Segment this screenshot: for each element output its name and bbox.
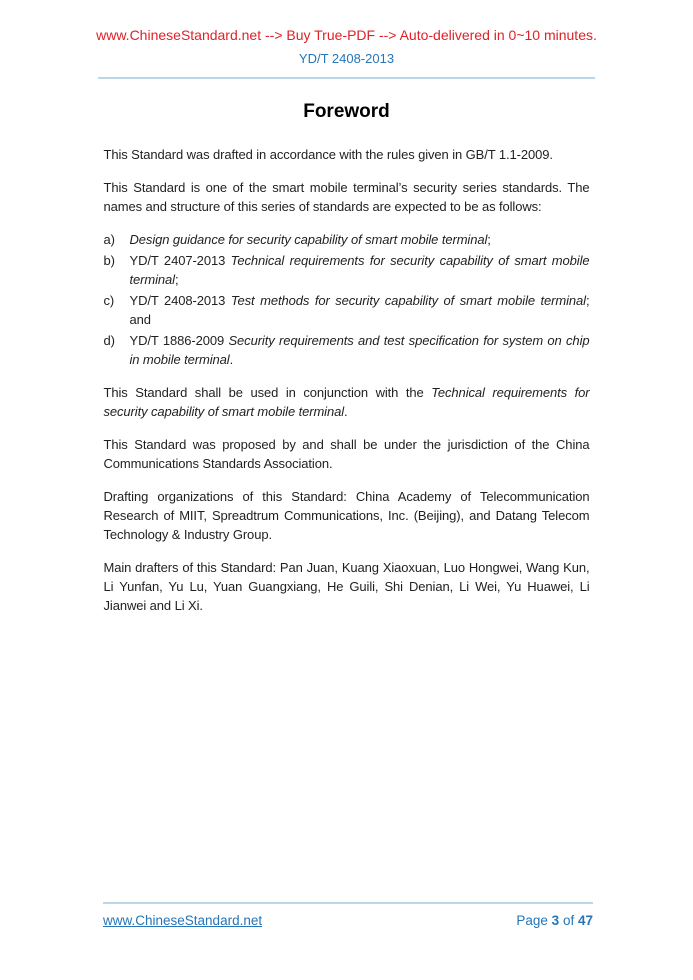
conjunction-italic: Technical requirements for security capability of smart mobile terminal: [103, 385, 590, 419]
document-body: [104, 102, 590, 615]
paragraph-drafting-orgs: Drafting organizations of this Standard: China Academy of Telecommunication Research of MIIT, Spreadtrum Communications, Inc. (Beijing), and Datang Telecom Technology & Industry Group.: [103, 489, 590, 542]
list-marker: d): [103, 333, 115, 348]
list-text-italic: Design guidance for security capability of smart mobile terminal: [129, 232, 488, 247]
list-marker: b): [103, 253, 115, 268]
list-text-italic: Security requirements and test specification for system on chip in mobile terminal: [129, 333, 590, 367]
paragraph-drafted: This Standard was drafted in accordance with the rules given in GB/T 1.1-2009.: [103, 147, 553, 162]
standard-number: YD/T 2408-2013: [298, 51, 395, 66]
list-text-suffix: .: [229, 352, 234, 367]
paragraph-jurisdiction: This Standard was proposed by and shall be under the jurisdiction of the China Communications Standards Association.: [103, 437, 590, 471]
list-item-d: [104, 331, 590, 369]
page-number: 3: [551, 913, 560, 928]
conjunction-normal: This Standard shall be used in conjunction with the: [103, 385, 432, 400]
list-text-suffix: ; and: [129, 293, 590, 327]
list-marker: a): [103, 232, 115, 247]
page-indicator: [516, 913, 593, 928]
conjunction-end: .: [344, 404, 348, 419]
paragraph-conjunction: [104, 383, 590, 421]
list-text-italic: Technical requirements for security capability of smart mobile terminal: [129, 253, 590, 287]
page-footer: [103, 902, 593, 928]
list-text-prefix: YD/T 1886-2009: [129, 333, 229, 348]
page-title: Foreword: [303, 101, 390, 122]
footer-site-link[interactable]: www.ChineseStandard.net: [103, 913, 263, 928]
page-header: [0, 0, 693, 79]
list-item-c: [104, 291, 590, 329]
list-item-b: [104, 251, 590, 289]
list-text-italic: Test methods for security capability of smart mobile terminal: [230, 293, 586, 308]
paragraph-series-intro: This Standard is one of the smart mobile terminal’s security series standards. The names and structure of this series of standards are expected to be as follows:: [103, 180, 590, 214]
promo-banner: www.ChineseStandard.net --> Buy True-PDF --> Auto-delivered in 0~10 minutes.: [96, 27, 597, 43]
list-text-suffix: ;: [174, 272, 179, 287]
paragraph-main-drafters: Main drafters of this Standard: Pan Juan, Kuang Xiaoxuan, Luo Hongwei, Wang Kun, Li Yunfan, Yu Lu, Yuan Guangxiang, He Guili, Shi Denian, Li Wei, Yu Huawei, Li Jianwei and Li Xi.: [103, 560, 590, 613]
total-pages: 47: [577, 913, 593, 928]
list-text-prefix: YD/T 2407-2013: [129, 253, 231, 268]
list-marker: c): [103, 293, 115, 308]
header-divider: [98, 77, 595, 79]
list-text-suffix: ;: [487, 232, 491, 247]
page-word: Page: [516, 913, 548, 928]
list-text-prefix: YD/T 2408-2013: [129, 293, 231, 308]
standards-list: [104, 230, 590, 369]
list-item-a: [104, 230, 590, 249]
of-word: of: [562, 913, 575, 928]
